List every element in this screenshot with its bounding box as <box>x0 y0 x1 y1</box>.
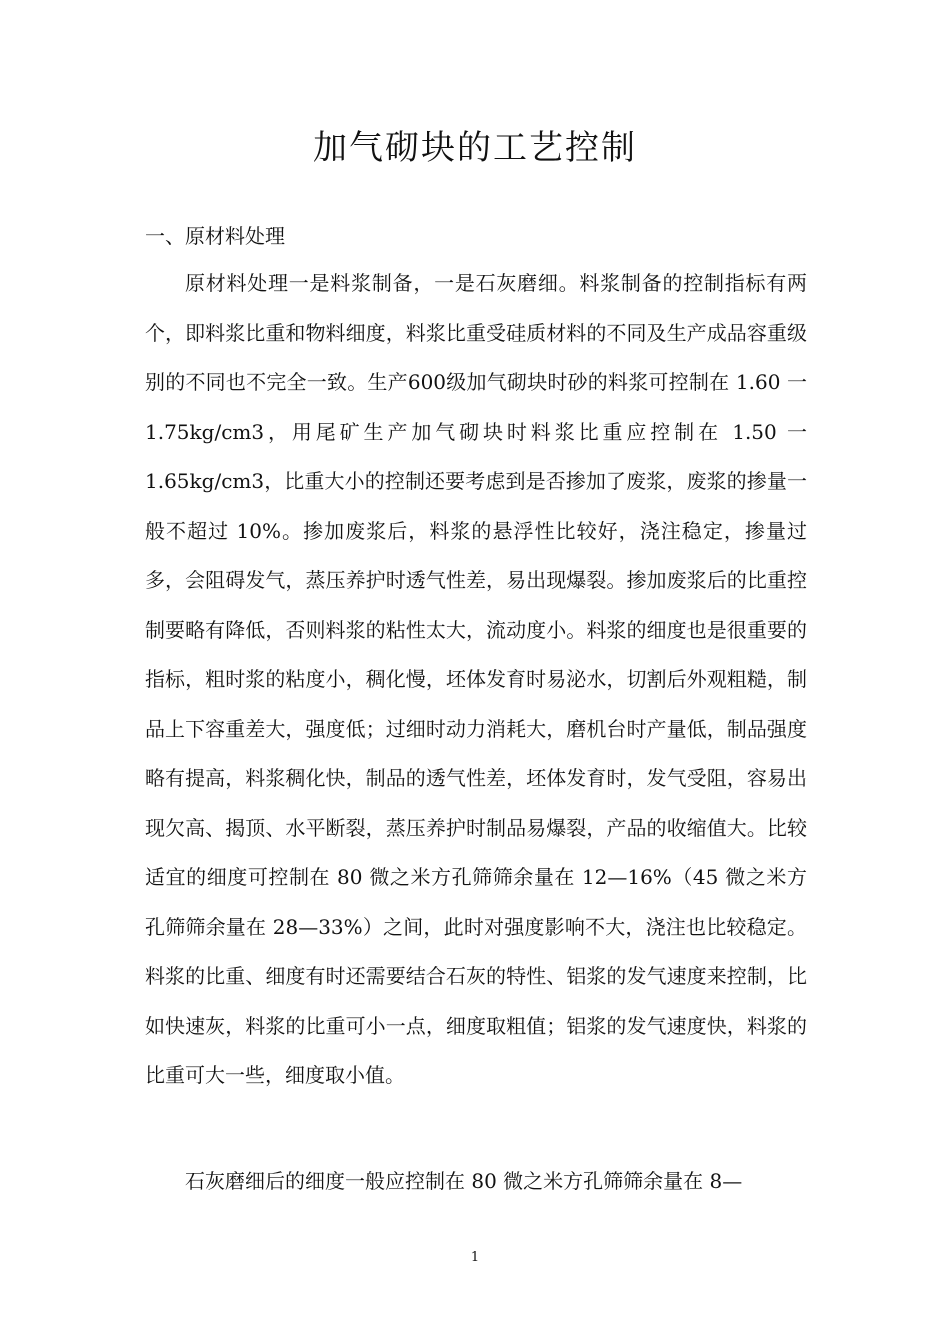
page-number: 1 <box>470 1250 480 1265</box>
section-heading: 一、原材料处理 <box>145 224 285 248</box>
document-title: 加气砌块的工艺控制 <box>313 127 637 168</box>
body-paragraph: 石灰磨细后的细度一般应控制在 80 微之米方孔筛筛余量在 8— <box>185 1169 743 1193</box>
body-paragraph: 原材料处理一是料浆制备，一是石灰磨细。料浆制备的控制指标有两个，即料浆比重和物料细度，料浆比重受硅质材料的不同及生产成品容重级别的不同也不完全一致。生产600级加气砌块时砂的料浆可控制在 1.60 一 1.75kg/cm3，用尾矿生产加气砌块时料浆比重应控制在 1.50 一 1.65kg/cm3，比重大小的控制还要考虑到是否掺加了废浆，废浆的掺量一般不超过 10%。掺加废浆后，料浆的悬浮性比较好，浇注稳定，掺量过多，会阻碍发气，蒸压养护时透气性差，易出现爆裂。掺加废浆后的比重控制要略有降低，否则料浆的粘性太大，流动度小。料浆的细度也是很重要的指标，粗时浆的粘度小，稠化慢，坯体发育时易泌水，切割后外观粗糙，制品上下容重差大，强度低；过细时动力消耗大，磨机台时产量低，制品强度略有提高，料浆稠化快，制品的透气性差，坯体发育时，发气受阻，容易出现欠高、揭顶、水平断裂，蒸压养护时制品易爆裂，产品的收缩值大。比较适宜的细度可控制在 80 微之米方孔筛筛余量在 12—16%（45 微之米方孔筛筛余量在 28—33%）之间，此时对强度影响不大，浇注也比较稳定。料浆的比重、细度有时还需要结合石灰的特性、铝浆的发气速度来控制，比如快速灰，料浆的比重可小一点，细度取粗值；铝浆的发气速度快，料浆的比重可大一些，细度取小值。 <box>145 271 807 1087</box>
